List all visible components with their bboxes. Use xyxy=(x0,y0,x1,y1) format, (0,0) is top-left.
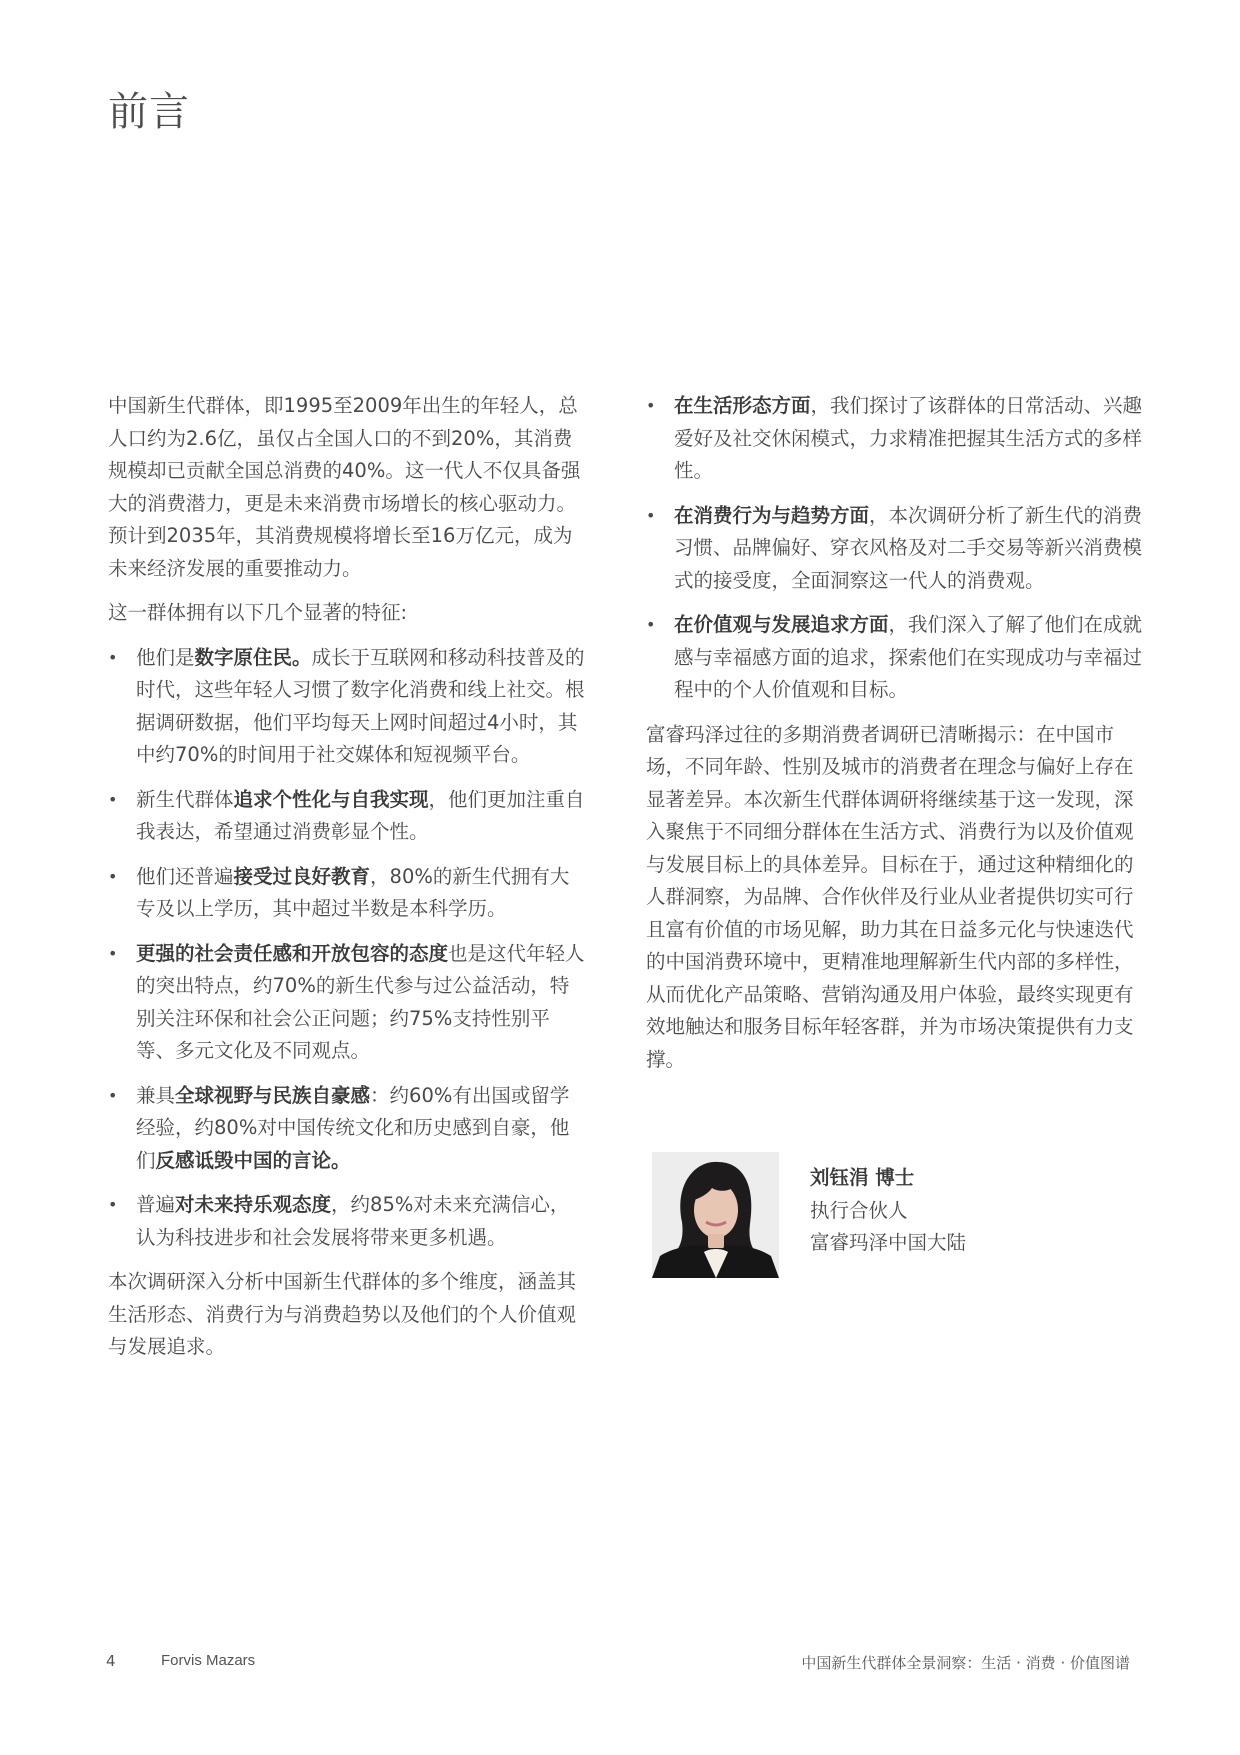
feature-highlight: 追求个性化与自我实现 xyxy=(233,787,429,811)
bullet-icon: • xyxy=(108,943,118,963)
left-column xyxy=(108,390,588,1376)
dimension-highlight: 在消费行为与趋势方面 xyxy=(674,503,870,527)
feature-text: ，约85%对未来充满信心，认为科技进步和社会发展将带来更多机遇。 xyxy=(136,1193,570,1249)
feature-item xyxy=(108,1080,588,1178)
dimension-item xyxy=(646,390,1146,488)
author-info xyxy=(810,1162,966,1260)
feature-text: 普遍 xyxy=(136,1193,176,1216)
feature-highlight: 对未来持乐观态度 xyxy=(175,1193,332,1216)
page-number: 4 xyxy=(106,1652,116,1670)
footer-brand: Forvis Mazars xyxy=(161,1652,256,1669)
bullet-icon: • xyxy=(108,789,118,809)
dimension-text: ，我们探讨了该群体的日常活动、兴趣爱好及社交休闲模式，力求精准把握其生活方式的多样性。 xyxy=(674,394,1143,482)
conclusion-paragraph: 富睿玛泽过往的多期消费者调研已清晰揭示：在中国市场，不同年龄、性别及城市的消费者在理念与偏好上存在显著差异。本次新生代群体调研将继续基于这一发现，深入聚焦于不同细分群体在生活方式、消费行为以及价值观与发展目标上的具体差异。目标在于，通过这种精细化的人群洞察，为品牌、合作伙伴及行业从业者提供切实可行且富有价值的市场见解，助力其在日益多元化与快速迭代的中国消费环境中，更精准地理解新生代内部的多样性，从而优化产品策略、营销沟通及用户体验，最终实现更有效地触达和服务目标年轻客群，并为市场决策提供有力支撑。 xyxy=(646,722,1134,1071)
author-photo xyxy=(652,1152,779,1278)
feature-text: 也是这代年轻人的突出特点，约70%的新生代参与过公益活动，特别关注环保和社会公正问题；约75%支持性别平等、多元文化及不同观点。 xyxy=(136,941,585,1062)
dimension-item xyxy=(646,609,1146,707)
portrait-icon xyxy=(652,1152,779,1278)
page-title: 前言 xyxy=(108,89,190,135)
dimension-text: ，我们深入了解了他们在成就感与幸福感方面的追求，探索他们在实现成功与幸福过程中的个人价值观和目标。 xyxy=(674,613,1143,701)
feature-highlight: 数字原住民。 xyxy=(194,645,312,669)
dimension-item xyxy=(646,500,1146,598)
feature-highlight: 全球视野与民族自豪感 xyxy=(175,1083,371,1107)
author-name: 刘钰涓 博士 xyxy=(810,1166,915,1189)
feature-text: 他们是 xyxy=(136,645,195,669)
right-column xyxy=(646,390,1146,1088)
feature-highlight: 更强的社会责任感和开放包容的态度 xyxy=(136,941,449,965)
bullet-icon: • xyxy=(646,505,656,525)
feature-item xyxy=(108,861,588,926)
dimension-text: ，本次调研分析了新生代的消费习惯、品牌偏好、穿衣风格及对二手交易等新兴消费模式的接受度，全面洞察这一代人的消费观。 xyxy=(674,503,1143,592)
feature-highlight: 接受过良好教育 xyxy=(233,864,371,888)
closing-paragraph: 本次调研深入分析中国新生代群体的多个维度，涵盖其生活形态、消费行为与消费趋势以及他们的个人价值观与发展追求。 xyxy=(108,1270,577,1358)
bullet-icon: • xyxy=(646,396,656,415)
feature-item xyxy=(108,1189,588,1254)
dimension-highlight: 在价值观与发展追求方面 xyxy=(674,613,889,636)
feature-highlight: 反感诋毁中国的言论。 xyxy=(155,1148,351,1172)
author-profile xyxy=(652,1152,1112,1280)
author-org: 富睿玛泽中国大陆 xyxy=(810,1231,967,1254)
bullet-icon: • xyxy=(108,1085,118,1105)
feature-item xyxy=(108,642,588,772)
features-list xyxy=(108,642,588,1255)
bullet-icon: • xyxy=(108,1195,118,1214)
feature-text: ，80%的新生代拥有大专及以上学历，其中超过半数是本科学历。 xyxy=(136,864,570,920)
author-role: 执行合伙人 xyxy=(810,1198,908,1222)
feature-item xyxy=(108,938,588,1068)
feature-text: ：约60%有出国或留学经验，约80%对中国传统文化和历史感到自豪，他们 xyxy=(136,1083,570,1172)
feature-text: ，他们更加注重自我表达，希望通过消费彰显个性。 xyxy=(136,787,585,843)
footer-doc-title: 中国新生代群体全景洞察：生活 · 消费 · 价值图谱 xyxy=(801,1654,1130,1672)
intro-paragraph: 中国新生代群体，即1995至2009年出生的年轻人，总人口约为2.6亿，虽仅占全国人口的不到20%，其消费规模却已贡献全国总消费的40%。这一代人不仅具备强大的消费潜力，更是未来消费市场增长的核心驱动力。预计到2035年，其消费规模将增长至16万亿元，成为未来经济发展的重要推动力。 xyxy=(108,394,581,580)
feature-text: 他们还普遍 xyxy=(136,864,234,888)
dimensions-list xyxy=(646,390,1146,707)
bullet-icon: • xyxy=(108,647,118,667)
bullet-icon: • xyxy=(108,866,118,886)
features-intro: 这一群体拥有以下几个显著的特征: xyxy=(108,601,408,624)
feature-text: 成长于互联网和移动科技普及的时代，这些年轻人习惯了数字化消费和线上社交。根据调研数据，他们平均每天上网时间超过4小时，其中约70%的时间用于社交媒体和短视频平台。 xyxy=(136,645,585,766)
feature-item xyxy=(108,784,588,849)
bullet-icon: • xyxy=(646,615,656,634)
feature-text: 新生代群体 xyxy=(136,787,234,811)
dimension-highlight: 在生活形态方面 xyxy=(674,394,811,417)
feature-text: 兼具 xyxy=(136,1083,176,1107)
